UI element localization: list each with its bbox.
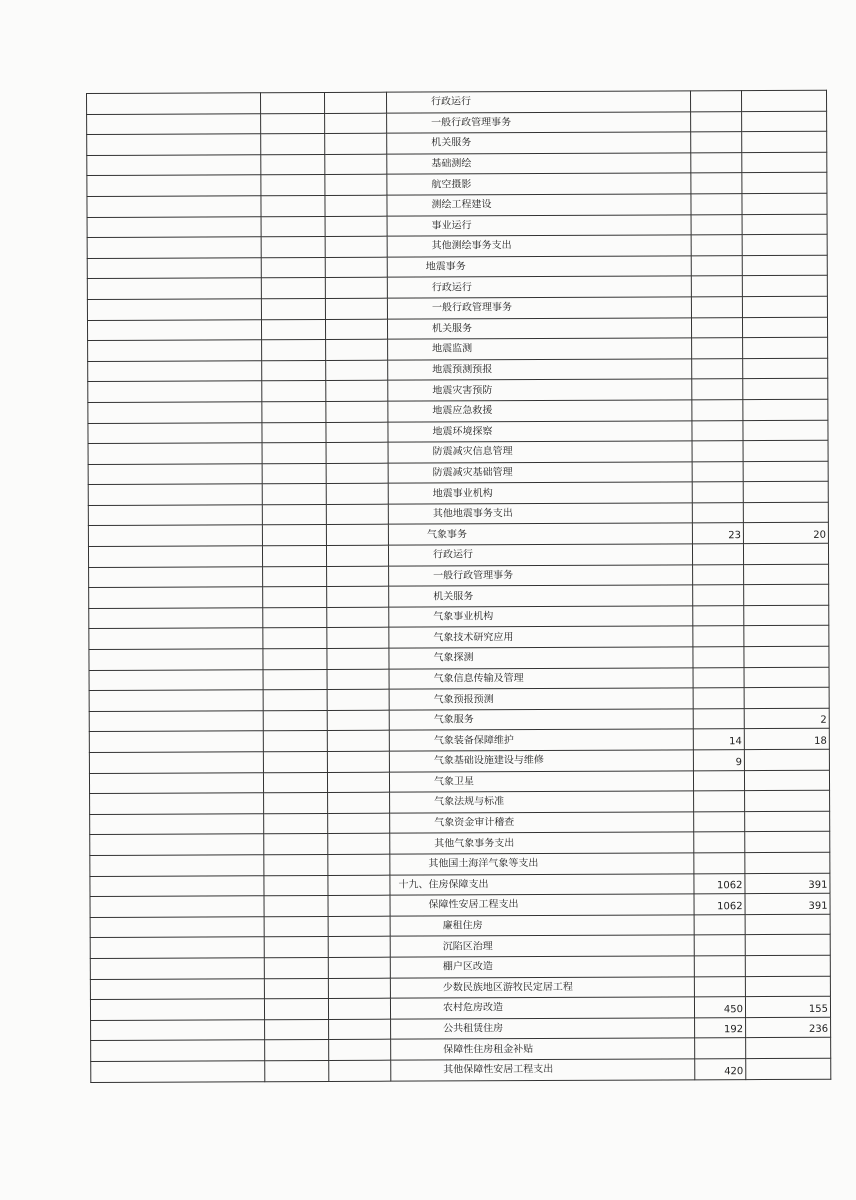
blank-cell xyxy=(90,814,264,835)
blank-cell xyxy=(263,566,327,587)
blank-cell xyxy=(90,834,264,855)
blank-cell xyxy=(89,608,263,629)
blank-cell xyxy=(88,525,262,546)
amount-cell-2 xyxy=(745,852,830,873)
amount-cell-2 xyxy=(744,687,829,708)
item-name-cell: 气象基础设施建设与维修 xyxy=(389,750,693,772)
item-name-cell: 地震灾害预防 xyxy=(388,379,692,401)
amount-cell-2 xyxy=(743,543,828,564)
item-name-cell: 地震事业机构 xyxy=(388,482,692,504)
blank-cell xyxy=(326,422,388,443)
amount-cell-1 xyxy=(692,482,743,503)
blank-cell xyxy=(264,834,328,855)
amount-cell-2 xyxy=(742,317,827,338)
blank-cell xyxy=(328,854,390,875)
blank-cell xyxy=(88,463,262,484)
blank-cell xyxy=(90,958,264,979)
item-name-cell: 沉陷区治理 xyxy=(390,935,694,957)
amount-cell-2: 155 xyxy=(745,996,830,1017)
amount-cell-1 xyxy=(692,379,743,400)
blank-cell xyxy=(328,978,390,999)
amount-cell-2 xyxy=(741,90,826,111)
blank-cell xyxy=(262,401,326,422)
amount-cell-2 xyxy=(743,337,828,358)
blank-cell xyxy=(325,195,387,216)
amount-cell-2 xyxy=(743,379,828,400)
blank-cell xyxy=(328,813,390,834)
amount-cell-2 xyxy=(744,605,829,626)
item-name-cell: 防震减灾信息管理 xyxy=(388,441,692,463)
amount-cell-1: 1062 xyxy=(694,873,745,894)
blank-cell xyxy=(326,360,388,381)
blank-cell xyxy=(326,504,388,525)
amount-cell-1 xyxy=(694,976,745,997)
blank-cell xyxy=(88,484,262,505)
blank-cell xyxy=(328,937,390,958)
amount-cell-1 xyxy=(692,544,743,565)
item-name-cell: 公共租赁住房 xyxy=(391,1018,695,1040)
blank-cell xyxy=(262,360,326,381)
item-name-cell: 事业运行 xyxy=(387,214,691,236)
item-name-cell: 气象资金审计稽查 xyxy=(390,812,694,834)
blank-cell xyxy=(325,319,387,340)
blank-cell xyxy=(263,751,327,772)
item-name-cell: 行政运行 xyxy=(386,91,690,113)
amount-cell-2 xyxy=(743,440,828,461)
amount-cell-2 xyxy=(745,790,830,811)
item-name-cell: 气象卫星 xyxy=(389,770,693,792)
amount-cell-2: 18 xyxy=(744,729,829,750)
blank-cell xyxy=(264,875,328,896)
blank-cell xyxy=(261,175,325,196)
blank-cell xyxy=(261,298,325,319)
blank-cell xyxy=(325,175,387,196)
amount-cell-1 xyxy=(693,626,744,647)
amount-cell-1 xyxy=(691,152,742,173)
blank-cell xyxy=(87,196,261,217)
amount-cell-2: 391 xyxy=(745,873,830,894)
amount-cell-2: 391 xyxy=(745,893,830,914)
item-name-cell: 防震减灾基础管理 xyxy=(388,462,692,484)
blank-cell xyxy=(261,257,325,278)
blank-cell xyxy=(89,628,263,649)
item-name-cell: 机关服务 xyxy=(389,585,693,607)
amount-cell-1 xyxy=(693,605,744,626)
blank-cell xyxy=(327,731,389,752)
amount-cell-2 xyxy=(746,1038,831,1059)
amount-cell-2 xyxy=(742,173,827,194)
blank-cell xyxy=(325,113,387,134)
blank-cell xyxy=(263,628,327,649)
blank-cell xyxy=(264,999,328,1020)
amount-cell-2 xyxy=(744,749,829,770)
amount-cell-2 xyxy=(745,832,830,853)
blank-cell xyxy=(261,319,325,340)
amount-cell-1 xyxy=(691,194,742,215)
amount-cell-2 xyxy=(742,296,827,317)
blank-cell xyxy=(87,278,261,299)
blank-cell xyxy=(328,792,390,813)
amount-cell-2: 2 xyxy=(744,708,829,729)
blank-cell xyxy=(329,1019,391,1040)
blank-cell xyxy=(327,669,389,690)
amount-cell-2 xyxy=(743,502,828,523)
blank-cell xyxy=(328,875,390,896)
amount-cell-2 xyxy=(745,976,830,997)
blank-cell xyxy=(328,895,390,916)
amount-cell-2 xyxy=(745,811,830,832)
blank-cell xyxy=(89,731,263,752)
item-name-cell: 其他气象事务支出 xyxy=(390,832,694,854)
blank-cell xyxy=(328,957,390,978)
amount-cell-1 xyxy=(695,1038,746,1059)
amount-cell-1 xyxy=(693,564,744,585)
blank-cell xyxy=(327,751,389,772)
blank-cell xyxy=(88,340,262,361)
blank-cell xyxy=(87,319,261,340)
blank-cell xyxy=(262,546,326,567)
amount-cell-1: 14 xyxy=(693,729,744,750)
blank-cell xyxy=(261,134,325,155)
item-name-cell: 地震环境探察 xyxy=(388,420,692,442)
amount-cell-1 xyxy=(693,708,744,729)
blank-cell xyxy=(88,381,262,402)
amount-cell-1 xyxy=(692,461,743,482)
item-name-cell: 气象事务 xyxy=(388,523,692,545)
amount-cell-2 xyxy=(744,585,829,606)
item-name-cell: 保障性住房租金补贴 xyxy=(391,1038,695,1060)
blank-cell xyxy=(325,236,387,257)
amount-cell-1 xyxy=(691,255,742,276)
item-name-cell: 基础测绘 xyxy=(387,153,691,175)
blank-cell xyxy=(328,834,390,855)
blank-cell xyxy=(262,484,326,505)
blank-cell xyxy=(263,587,327,608)
blank-cell xyxy=(328,916,390,937)
blank-cell xyxy=(325,298,387,319)
blank-cell xyxy=(263,731,327,752)
amount-cell-1 xyxy=(694,832,745,853)
amount-cell-2 xyxy=(742,214,827,235)
blank-cell xyxy=(329,1060,391,1081)
item-name-cell: 廉租住房 xyxy=(390,915,694,937)
blank-cell xyxy=(326,483,388,504)
item-name-cell: 其他保障性安居工程支出 xyxy=(391,1059,695,1081)
amount-cell-1 xyxy=(693,667,744,688)
blank-cell xyxy=(329,1039,391,1060)
blank-cell xyxy=(326,525,388,546)
item-name-cell: 其他测绘事务支出 xyxy=(387,235,691,257)
blank-cell xyxy=(90,793,264,814)
amount-cell-1 xyxy=(692,338,743,359)
blank-cell xyxy=(89,587,263,608)
blank-cell xyxy=(261,278,325,299)
blank-cell xyxy=(88,505,262,526)
blank-cell xyxy=(324,92,386,113)
amount-cell-1 xyxy=(691,235,742,256)
item-name-cell: 气象信息传输及管理 xyxy=(389,667,693,689)
amount-cell-2 xyxy=(744,770,829,791)
amount-cell-1 xyxy=(694,791,745,812)
blank-cell xyxy=(325,154,387,175)
item-name-cell: 机关服务 xyxy=(387,317,691,339)
blank-cell xyxy=(263,648,327,669)
amount-cell-1 xyxy=(691,214,742,235)
blank-cell xyxy=(90,999,264,1020)
blank-cell xyxy=(88,546,262,567)
blank-cell xyxy=(325,278,387,299)
amount-cell-2 xyxy=(743,461,828,482)
amount-cell-1 xyxy=(691,111,742,132)
blank-cell xyxy=(88,422,262,443)
blank-cell xyxy=(263,669,327,690)
item-name-cell: 气象技术研究应用 xyxy=(389,626,693,648)
blank-cell xyxy=(87,155,261,176)
blank-cell xyxy=(262,504,326,525)
blank-cell xyxy=(265,1040,329,1061)
item-name-cell: 气象探测 xyxy=(389,647,693,669)
table-row xyxy=(91,1058,831,1082)
blank-cell xyxy=(264,978,328,999)
blank-cell xyxy=(327,689,389,710)
amount-cell-2 xyxy=(742,131,827,152)
item-name-cell: 行政运行 xyxy=(388,544,692,566)
amount-cell-1 xyxy=(691,297,742,318)
amount-cell-1 xyxy=(694,811,745,832)
blank-cell xyxy=(90,937,264,958)
amount-cell-1 xyxy=(693,585,744,606)
amount-cell-1 xyxy=(691,132,742,153)
table-row xyxy=(90,873,830,897)
blank-cell xyxy=(327,566,389,587)
blank-cell xyxy=(327,772,389,793)
blank-cell xyxy=(88,360,262,381)
blank-cell xyxy=(90,855,264,876)
blank-cell xyxy=(261,237,325,258)
blank-cell xyxy=(264,937,328,958)
blank-cell xyxy=(90,896,264,917)
item-name-cell: 棚户区改造 xyxy=(390,956,694,978)
blank-cell xyxy=(326,380,388,401)
amount-cell-1: 23 xyxy=(692,523,743,544)
blank-cell xyxy=(89,566,263,587)
amount-cell-1 xyxy=(691,317,742,338)
blank-cell xyxy=(262,340,326,361)
blank-cell xyxy=(90,875,264,896)
blank-cell xyxy=(89,669,263,690)
blank-cell xyxy=(261,92,325,113)
item-name-cell: 地震预测预报 xyxy=(388,359,692,381)
blank-cell xyxy=(327,586,389,607)
blank-cell xyxy=(262,381,326,402)
item-name-cell: 其他地震事务支出 xyxy=(388,503,692,525)
amount-cell-1: 1062 xyxy=(694,894,745,915)
amount-cell-1 xyxy=(690,91,741,112)
blank-cell xyxy=(261,195,325,216)
blank-cell xyxy=(325,257,387,278)
item-name-cell: 航空摄影 xyxy=(387,173,691,195)
amount-cell-2 xyxy=(744,667,829,688)
table-row xyxy=(90,893,830,917)
amount-cell-1 xyxy=(692,420,743,441)
blank-cell xyxy=(327,710,389,731)
item-name-cell: 机关服务 xyxy=(387,132,691,154)
amount-cell-2: 20 xyxy=(743,523,828,544)
blank-cell xyxy=(91,1019,265,1040)
blank-cell xyxy=(264,793,328,814)
blank-cell xyxy=(89,772,263,793)
amount-cell-1 xyxy=(694,935,745,956)
amount-cell-1 xyxy=(692,503,743,524)
blank-cell xyxy=(264,854,328,875)
amount-cell-1 xyxy=(691,276,742,297)
amount-cell-1 xyxy=(694,853,745,874)
amount-cell-2 xyxy=(742,255,827,276)
item-name-cell: 一般行政管理事务 xyxy=(389,565,693,587)
amount-cell-1: 420 xyxy=(695,1059,746,1080)
amount-cell-2 xyxy=(742,152,827,173)
amount-cell-2 xyxy=(742,276,827,297)
item-name-cell: 保障性安居工程支出 xyxy=(390,894,694,916)
blank-cell xyxy=(263,690,327,711)
item-name-cell: 气象服务 xyxy=(389,709,693,731)
blank-cell xyxy=(89,752,263,773)
blank-cell xyxy=(264,916,328,937)
amount-cell-2 xyxy=(745,914,830,935)
blank-cell xyxy=(263,607,327,628)
expenditure-table xyxy=(86,90,831,1083)
blank-cell xyxy=(327,607,389,628)
blank-cell xyxy=(265,1019,329,1040)
amount-cell-2 xyxy=(742,111,827,132)
blank-cell xyxy=(90,978,264,999)
blank-cell xyxy=(87,257,261,278)
item-name-cell: 测绘工程建设 xyxy=(387,194,691,216)
amount-cell-1 xyxy=(694,914,745,935)
blank-cell xyxy=(264,813,328,834)
blank-cell xyxy=(263,710,327,731)
amount-cell-2 xyxy=(742,234,827,255)
amount-cell-1: 192 xyxy=(695,1017,746,1038)
blank-cell xyxy=(261,113,325,134)
blank-cell xyxy=(325,216,387,237)
blank-cell xyxy=(262,443,326,464)
blank-cell xyxy=(326,401,388,422)
amount-cell-1: 450 xyxy=(694,997,745,1018)
item-name-cell: 地震监测 xyxy=(388,338,692,360)
amount-cell-2 xyxy=(743,482,828,503)
amount-cell-1 xyxy=(692,358,743,379)
blank-cell xyxy=(90,916,264,937)
blank-cell xyxy=(264,896,328,917)
blank-cell xyxy=(326,339,388,360)
blank-cell xyxy=(87,216,261,237)
item-name-cell: 地震事务 xyxy=(387,256,691,278)
item-name-cell: 其他国土海洋气象等支出 xyxy=(390,853,694,875)
amount-cell-2 xyxy=(745,935,830,956)
blank-cell xyxy=(327,648,389,669)
blank-cell xyxy=(325,133,387,154)
item-name-cell: 气象装备保障维护 xyxy=(389,729,693,751)
table-body xyxy=(87,90,831,1082)
item-name-cell: 气象预报预测 xyxy=(389,688,693,710)
blank-cell xyxy=(87,93,261,114)
blank-cell xyxy=(327,628,389,649)
blank-cell xyxy=(264,957,328,978)
blank-cell xyxy=(265,1060,329,1081)
amount-cell-2: 236 xyxy=(746,1017,831,1038)
blank-cell xyxy=(326,545,388,566)
item-name-cell: 农村危房改造 xyxy=(390,997,694,1019)
blank-cell xyxy=(262,525,326,546)
amount-cell-2 xyxy=(742,193,827,214)
item-name-cell: 少数民族地区游牧民定居工程 xyxy=(390,976,694,998)
blank-cell xyxy=(261,154,325,175)
blank-cell xyxy=(89,690,263,711)
blank-cell xyxy=(263,772,327,793)
item-name-cell: 一般行政管理事务 xyxy=(387,297,691,319)
item-name-cell: 十九、住房保障支出 xyxy=(390,873,694,895)
amount-cell-1 xyxy=(692,400,743,421)
blank-cell xyxy=(87,113,261,134)
blank-cell xyxy=(328,998,390,1019)
amount-cell-2 xyxy=(743,420,828,441)
blank-cell xyxy=(262,422,326,443)
blank-cell xyxy=(87,134,261,155)
amount-cell-2 xyxy=(743,399,828,420)
amount-cell-2 xyxy=(746,1058,831,1079)
blank-cell xyxy=(262,463,326,484)
blank-cell xyxy=(91,1040,265,1061)
blank-cell xyxy=(87,175,261,196)
item-name-cell: 一般行政管理事务 xyxy=(387,111,691,133)
blank-cell xyxy=(87,237,261,258)
item-name-cell: 行政运行 xyxy=(387,276,691,298)
amount-cell-1 xyxy=(691,173,742,194)
blank-cell xyxy=(88,443,262,464)
amount-cell-1: 9 xyxy=(693,750,744,771)
item-name-cell: 地震应急救援 xyxy=(388,400,692,422)
amount-cell-1 xyxy=(693,688,744,709)
blank-cell xyxy=(87,299,261,320)
amount-cell-2 xyxy=(744,564,829,585)
blank-cell xyxy=(89,649,263,670)
amount-cell-1 xyxy=(693,770,744,791)
blank-cell xyxy=(326,442,388,463)
amount-cell-1 xyxy=(692,441,743,462)
blank-cell xyxy=(89,711,263,732)
item-name-cell: 气象法规与标准 xyxy=(390,791,694,813)
amount-cell-2 xyxy=(743,358,828,379)
blank-cell xyxy=(88,402,262,423)
amount-cell-1 xyxy=(694,956,745,977)
amount-cell-2 xyxy=(744,646,829,667)
blank-cell xyxy=(326,463,388,484)
amount-cell-1 xyxy=(693,647,744,668)
amount-cell-2 xyxy=(744,626,829,647)
amount-cell-2 xyxy=(745,955,830,976)
item-name-cell: 气象事业机构 xyxy=(389,606,693,628)
blank-cell xyxy=(91,1061,265,1082)
blank-cell xyxy=(261,216,325,237)
